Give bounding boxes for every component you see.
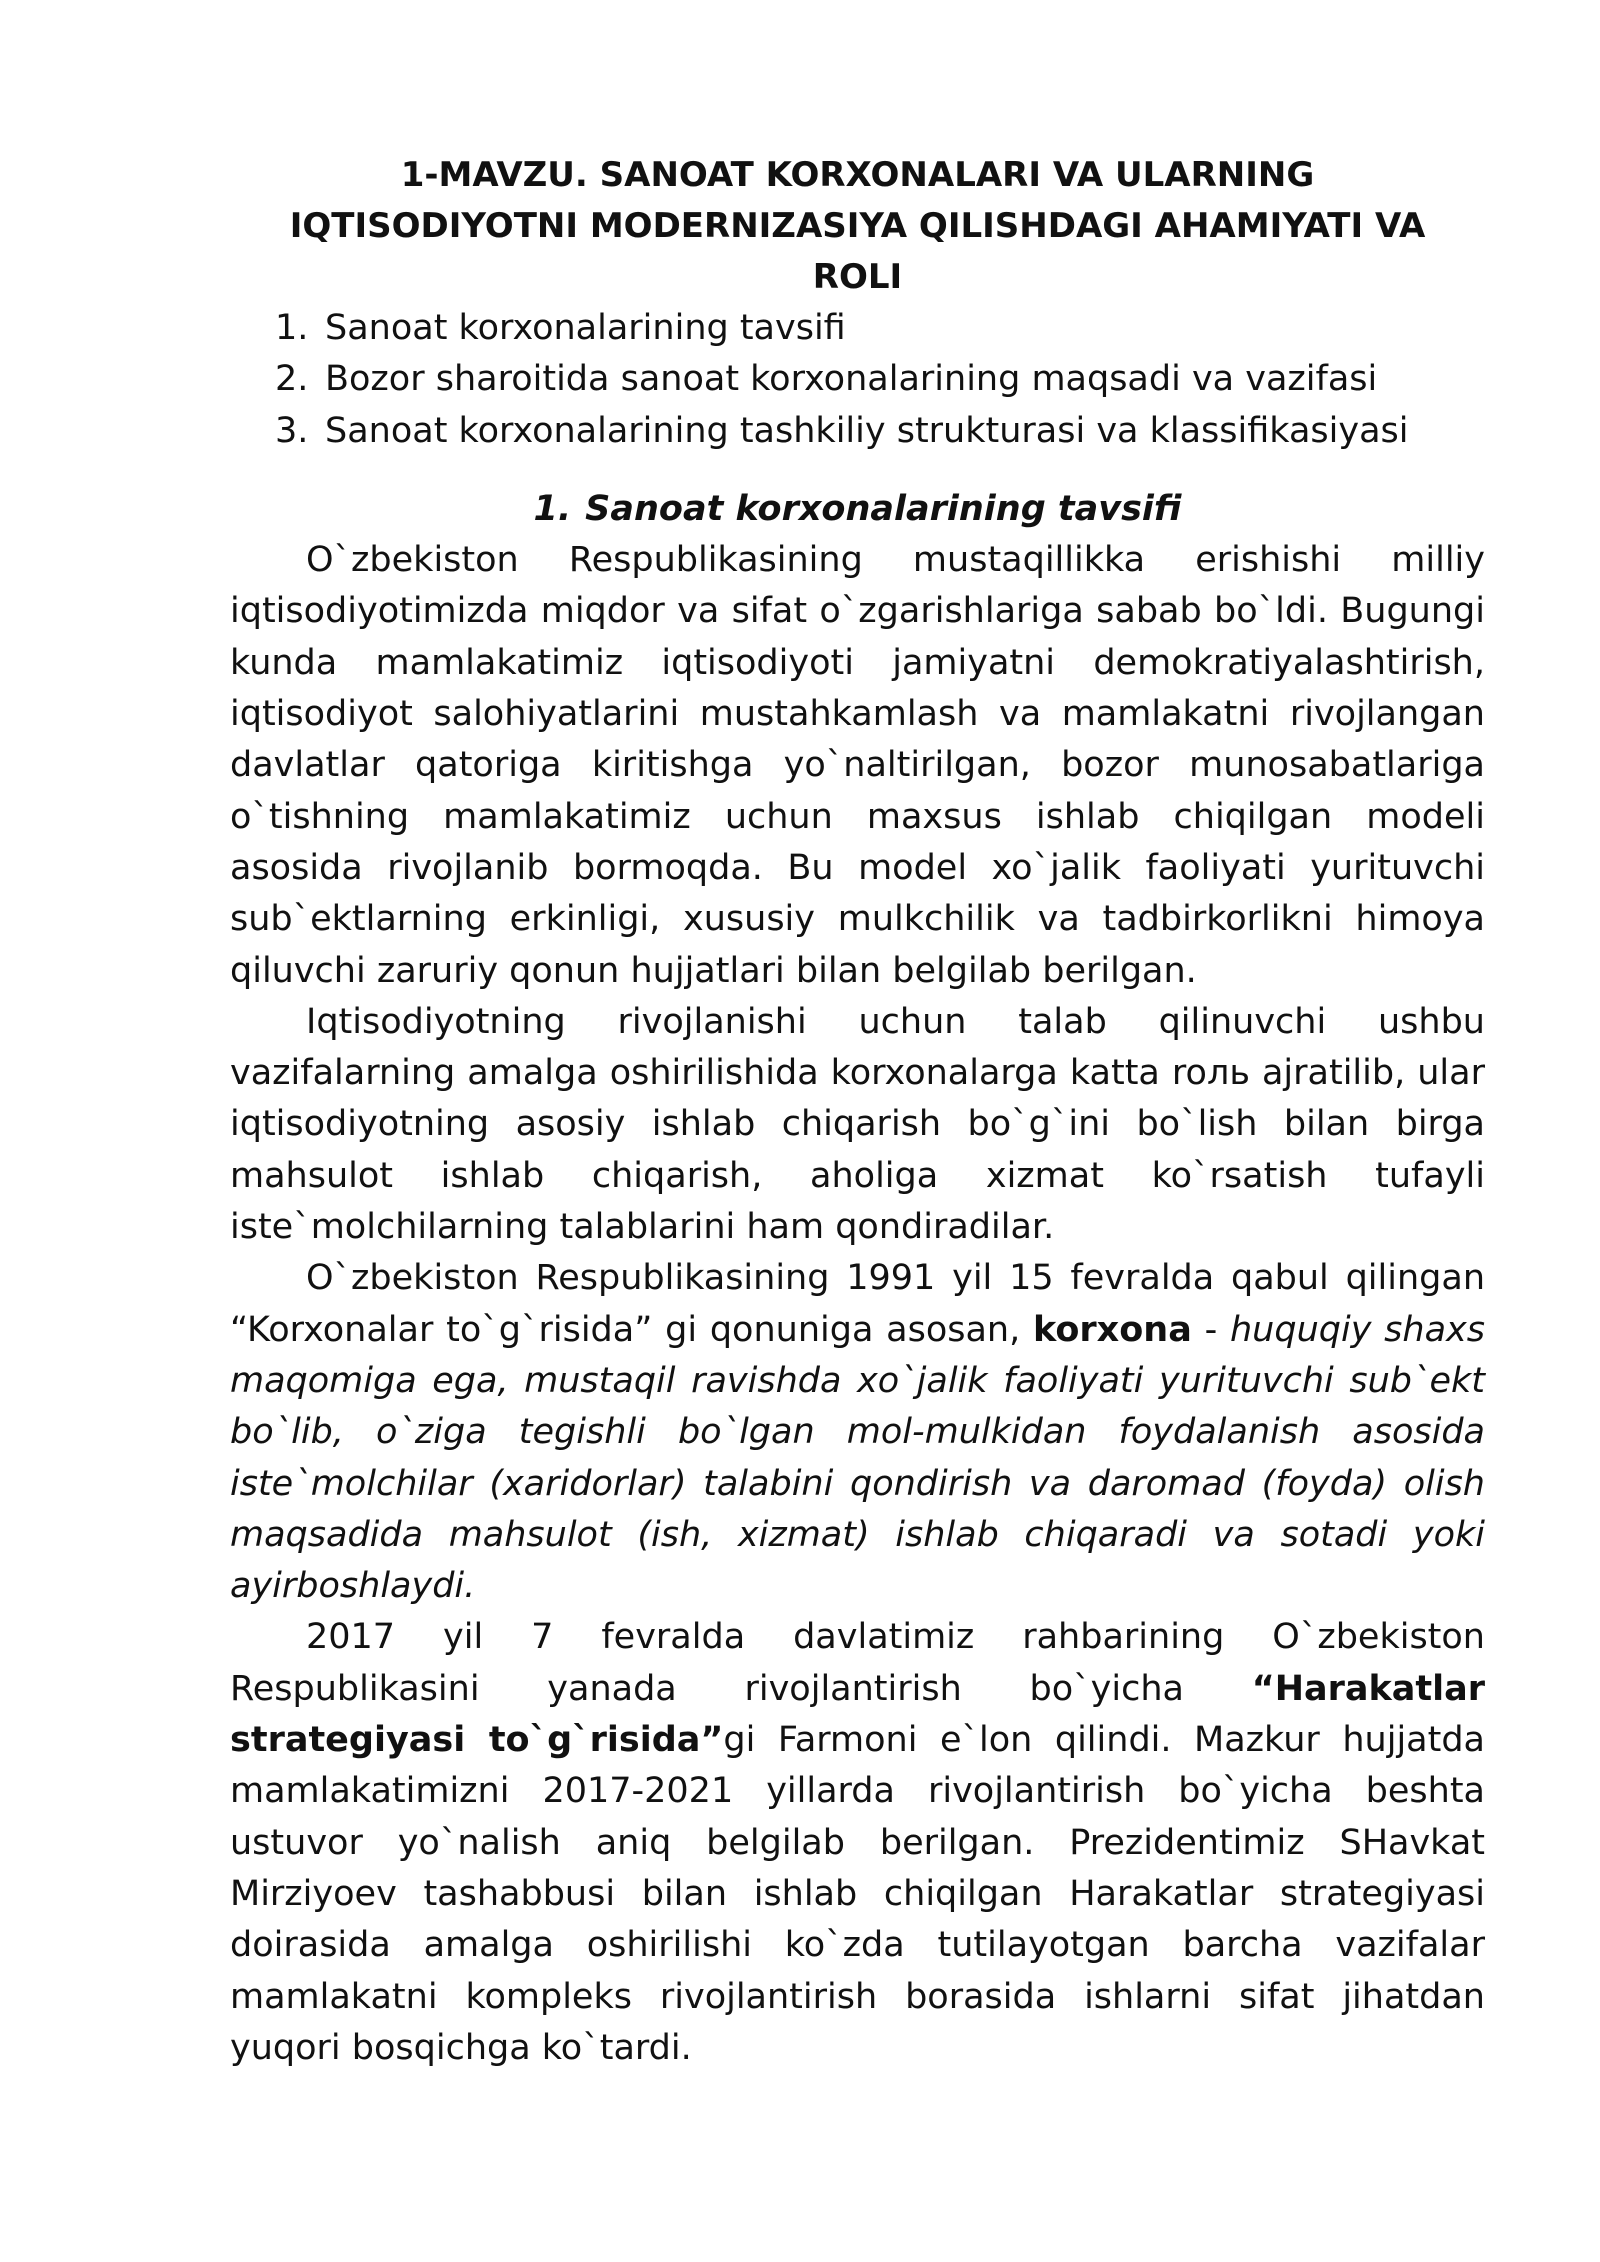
- outline-item-text: Sanoat korxonalarining tashkiliy strukturasi va klassifikasiyasi: [325, 410, 1409, 451]
- outline-item: [275, 354, 1485, 405]
- topic-outline: [230, 303, 1485, 457]
- section-title: Sanoat korxonalarining tavsifi: [585, 488, 1182, 529]
- strategy-decree-name: “Harakatlar strategiyasi to`g`risida”: [230, 1668, 1485, 1761]
- outline-item-text: Sanoat korxonalarining tavsifi: [325, 308, 846, 348]
- document-title: 1-MAVZU. SANOAT KORXONALARI VA ULARNING IQTISODIYOTNI MODERNIZASIYA QILISHDAGI AHAMIYATI VA ROLI: [289, 155, 1426, 297]
- definition-intro: O`zbekiston Respublikasining 1991 yil 15 fevralda qabul qilingan “Korxonalar to`g`risida” gi qonuniga asosan,: [230, 1258, 1485, 1350]
- paragraph-enterprise-role: Iqtisodiyotning rivojlanishi uchun talab qilinuvchi ushbu vazifalarning amalga oshirilishida korxonalarga katta roль ajratilib, ular iqtisodiyotning asosiy ishlab chiqarish bo`g`ini bo`lish bilan birga mahsulot ishlab chiqarish, aholiga xizmat ko`rsatish tufayli iste`molchilarning talablarini ham qondiradilar.: [230, 1001, 1485, 1248]
- outline-item-number: 2.: [275, 359, 309, 400]
- section-heading: [230, 484, 1485, 535]
- outline-item: [275, 303, 1485, 354]
- definition-dash: -: [1191, 1309, 1230, 1350]
- paragraph-action-strategy: [230, 1612, 1485, 2074]
- strategy-intro: 2017 yil 7 fevralda davlatimiz rahbarining O`zbekiston Respublikasini yanada rivojlantirish bo`yicha: [230, 1617, 1485, 1709]
- section-number: 1.: [533, 488, 572, 529]
- outline-item-number: 1.: [275, 308, 309, 348]
- defined-term: korxona: [1033, 1309, 1192, 1350]
- outline-item: [275, 406, 1485, 457]
- outline-item-text: Bozor sharoitida sanoat korxonalarining maqsadi va vazifasi: [325, 359, 1378, 400]
- outline-item-number: 3.: [275, 410, 309, 451]
- document-page: [230, 150, 1485, 2074]
- paragraph-independence: O`zbekiston Respublikasining mustaqillikka erishishi milliy iqtisodiyotimizda miqdor va sifat o`zgarishlariga sabab bo`ldi. Bugungi kunda mamlakatimiz iqtisodiyoti jamiyatni demokratiyalashtirish, iqtisodiyot salohiyatlarini mustahkamlash va mamlakatni rivojlangan davlatlar qatoriga kiritishga yo`naltirilgan, bozor munosabatlariga o`tishning mamlakatimiz uchun maxsus ishlab chiqilgan modeli asosida rivojlanib bormoqda. Bu model xo`jalik faoliyati yurituvchi sub`ektlarning erkinligi, xususiy mulkchilik va tadbirkorlikni himoya qiluvchi zaruriy qonun hujjatlari bilan belgilab berilgan.: [230, 540, 1485, 991]
- definition-text: huquqiy shaxs maqomiga ega, mustaqil ravishda xo`jalik faoliyati yurituvchi sub`ekt bo`lib, o`ziga tegishli bo`lgan mol-mulkidan foydalanish asosida iste`molchilar (xaridorlar) talabini qondirish va daromad (foyda) olish maqsadida mahsulot (ish, xizmat) ishlab chiqaradi va sotadi yoki ayirboshlaydi.: [230, 1309, 1485, 1607]
- paragraph-enterprise-definition: [230, 1253, 1485, 1612]
- strategy-text: gi Farmoni e`lon qilindi. Mazkur hujjatda mamlakatimizni 2017-2021 yillarda rivojlantirish bo`yicha beshta ustuvor yo`nalish aniq belgilab berilgan. Prezidentimiz SHavkat Mirziyoev tashabbusi bilan ishlab chiqilgan Harakatlar strategiyasi doirasida amalga oshirilishi ko`zda tutilayotgan barcha vazifalar mamlakatni kompleks rivojlantirish borasida ishlarni sifat jihatdan yuqori bosqichga ko`tardi.: [230, 1720, 1485, 2068]
